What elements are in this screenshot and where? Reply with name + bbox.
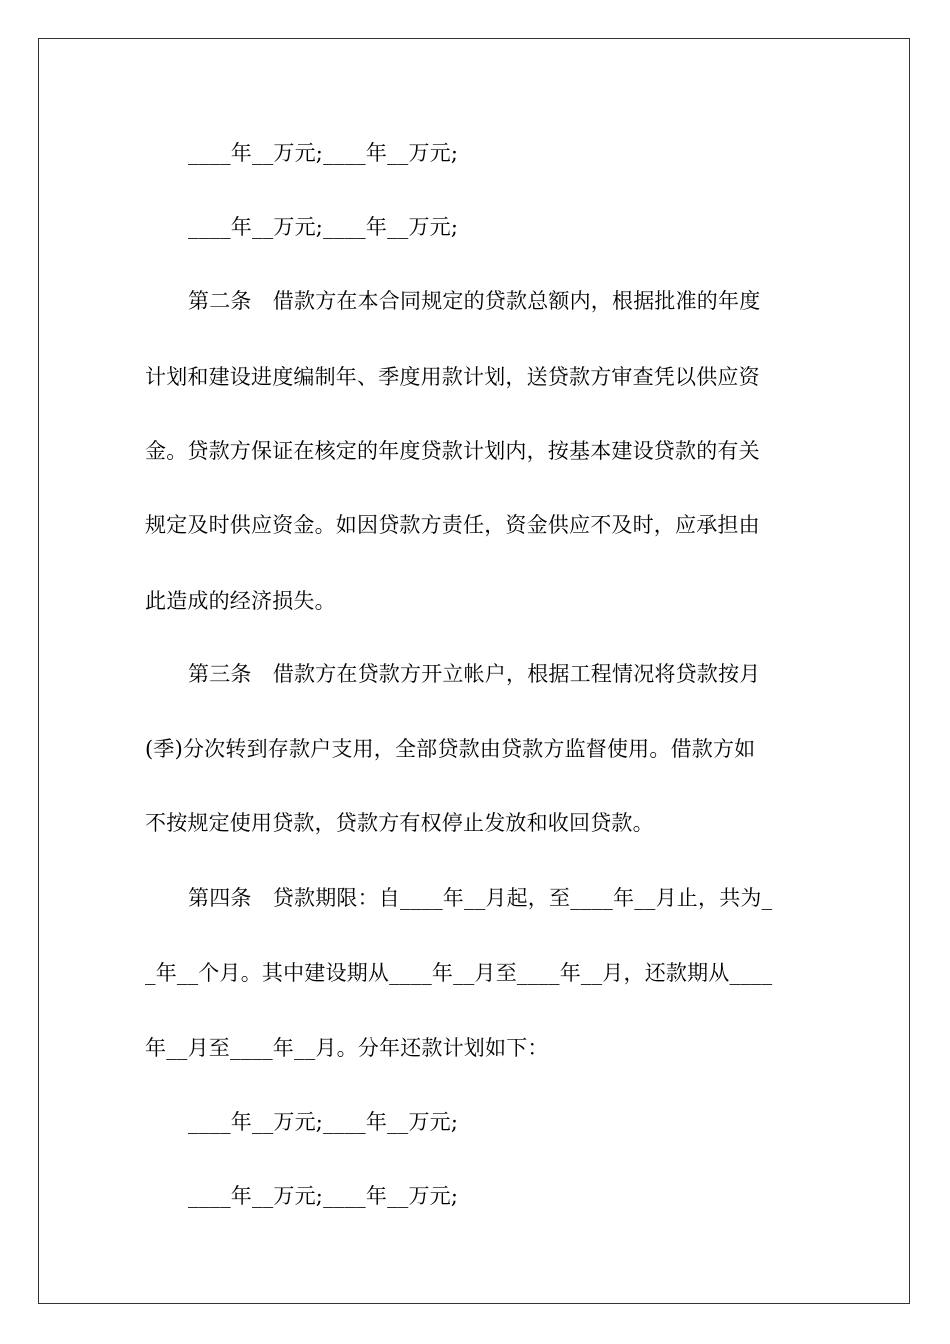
article-3-line-3: 不按规定使用贷款，贷款方有权停止发放和收回贷款。 <box>145 811 654 835</box>
repayment-schedule-line-3: ____年__万元;____年__万元; <box>188 1110 459 1134</box>
article-2-line-5: 此造成的经济损失。 <box>145 589 336 613</box>
repayment-schedule-line-4: ____年__万元;____年__万元; <box>188 1184 459 1208</box>
article-3-line-1: 第三条 借款方在贷款方开立帐户，根据工程情况将贷款按月 <box>188 662 761 686</box>
repayment-schedule-line-1: ____年__万元;____年__万元; <box>188 141 459 165</box>
article-2-line-3: 金。贷款方保证在核定的年度贷款计划内，按基本建设贷款的有关 <box>145 439 760 463</box>
article-4-line-1: 第四条 贷款期限：自____年__月起，至____年__月止，共为_ <box>188 886 773 910</box>
article-4-line-2: _年__个月。其中建设期从____年__月至____年__月，还款期从____ <box>145 961 773 985</box>
article-2-line-1: 第二条 借款方在本合同规定的贷款总额内，根据批准的年度 <box>188 289 761 313</box>
article-4-line-3: 年__月至____年__月。分年还款计划如下： <box>145 1036 549 1060</box>
repayment-schedule-line-2: ____年__万元;____年__万元; <box>188 215 459 239</box>
article-3-line-2: (季)分次转到存款户支用，全部贷款由贷款方监督使用。借款方如 <box>145 737 756 761</box>
article-2-line-2: 计划和建设进度编制年、季度用款计划，送贷款方审查凭以供应资 <box>145 365 760 389</box>
article-2-line-4: 规定及时供应资金。如因贷款方责任，资金供应不及时，应承担由 <box>145 513 760 537</box>
